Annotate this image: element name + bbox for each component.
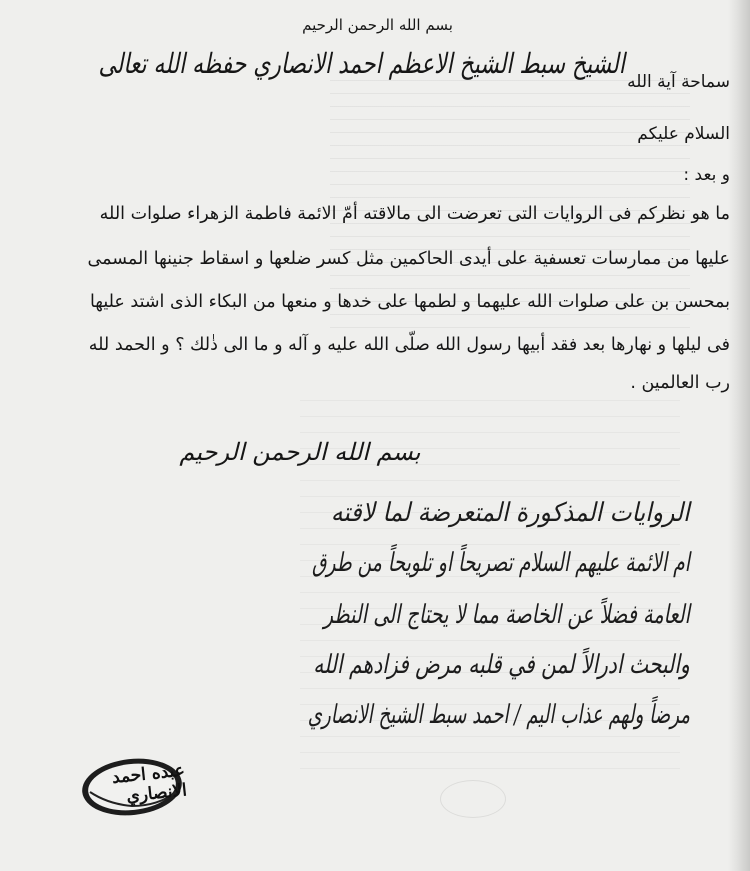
handwritten-line: مرضاً ولهم عذاب اليم / احمد سبط الشيخ الانصاري xyxy=(307,700,690,730)
seal-text: عبده احمد الانصاري xyxy=(110,760,188,807)
seal-stamp xyxy=(78,752,186,820)
body-line: عليها من ممارسات تعسفية على أيدى الحاكمين مثل كسر ضلعها و اسقاط جنينها المسمى xyxy=(87,249,730,269)
transition-phrase: و بعد : xyxy=(683,165,730,185)
handwritten-line: والبحث ادرالاً لمن في قلبه مرض فزادهم الله xyxy=(313,650,690,680)
page-edge-shadow xyxy=(728,0,750,871)
address-line xyxy=(20,44,730,94)
greeting: السلام عليكم xyxy=(637,124,730,144)
body-line: بمحسن بن على صلوات الله عليهما و لطمها على خدها و منعها من البكاء الذى اشتد عليها xyxy=(89,292,730,312)
body-line: فى ليلها و نهارها بعد فقد أبيها رسول الله صلّى الله عليه و آله و ما الى ذٰلك ؟ و الحمد لله xyxy=(88,335,730,355)
handwritten-basmala: بسم الله الرحمن الرحيم xyxy=(179,438,421,466)
address-prefix: سماحة آية الله xyxy=(627,72,730,92)
body-line: رب العالمين . xyxy=(630,373,730,393)
faint-stamp-impression xyxy=(440,780,506,818)
typed-basmala: بسم الله الرحمن الرحيم xyxy=(302,16,453,34)
handwritten-line: ام الائمة عليهم السلام تصريحاً او تلويحاً من طرق xyxy=(312,548,690,578)
address-handwritten: الشيخ سبط الشيخ الاعظم احمد الانصاري حفظه الله تعالى xyxy=(98,47,625,80)
handwritten-line: العامة فضلاً عن الخاصة مما لا يحتاج الى النظر xyxy=(323,600,690,630)
body-line: ما هو نظركم فى الروايات التى تعرضت الى مالاقته أمّ الائمة فاطمة الزهراء صلوات الله xyxy=(99,204,730,224)
handwritten-line: الروايات المذكورة المتعرضة لما لاقته xyxy=(331,498,690,528)
